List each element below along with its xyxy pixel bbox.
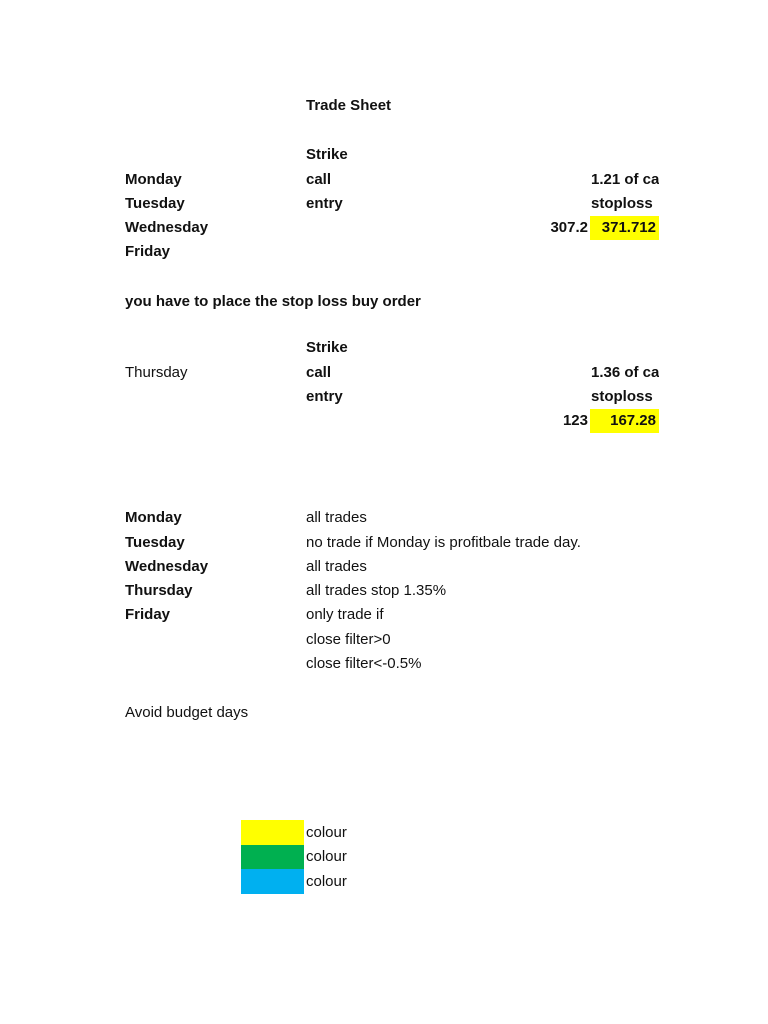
legend-swatch-green (241, 845, 304, 870)
stoploss-value: 371.712 (590, 216, 659, 240)
day-label-thursday: Thursday (125, 364, 188, 381)
strike-header: Strike (306, 146, 348, 163)
day-label-wednesday: Wednesday (125, 219, 209, 236)
stoploss-label: stoploss (591, 195, 653, 212)
rule-text-friday-2: close filter>0 (306, 631, 391, 648)
strike-header-2: Strike (306, 339, 348, 356)
rule-day-thursday: Thursday (125, 582, 193, 599)
rule-text-friday-3: close filter<-0.5% (306, 655, 422, 672)
stoploss-value-2: 167.28 (590, 409, 659, 433)
legend-swatch-blue (241, 869, 304, 894)
legend-label-yellow: colour (306, 824, 347, 841)
day-label-friday: Friday (125, 243, 171, 260)
legend-label-green: colour (306, 848, 347, 865)
rule-day-wednesday: Wednesday (125, 558, 209, 575)
page-title: Trade Sheet (306, 97, 392, 114)
day-label-tuesday: Tuesday (125, 195, 185, 212)
rule-day-friday: Friday (125, 606, 171, 623)
rule-text-wednesday: all trades (306, 558, 367, 575)
entry-value-2: 123 (562, 412, 588, 429)
rule-day-monday: Monday (125, 509, 182, 526)
avoid-budget-note: Avoid budget days (125, 704, 249, 721)
call-label-2: call (306, 364, 332, 381)
rule-day-tuesday: Tuesday (125, 534, 185, 551)
stoploss-label-2: stoploss (591, 388, 653, 405)
stoploss-note: you have to place the stop loss buy order (125, 293, 421, 310)
entry-label: entry (306, 195, 343, 212)
rule-text-tuesday: no trade if Monday is profitbale trade day. (306, 534, 581, 551)
day-label-monday: Monday (125, 171, 182, 188)
legend-swatch-yellow (241, 820, 304, 845)
rule-text-friday-1: only trade if (306, 606, 384, 623)
entry-value: 307.2 (550, 219, 588, 236)
call-percent-label-2: 1.36 of ca (591, 364, 659, 381)
entry-label-2: entry (306, 388, 343, 405)
rule-text-thursday: all trades stop 1.35% (306, 582, 447, 599)
call-label: call (306, 171, 332, 188)
call-percent-label: 1.21 of ca (591, 171, 659, 188)
legend-label-blue: colour (306, 873, 347, 890)
rule-text-monday: all trades (306, 509, 367, 526)
